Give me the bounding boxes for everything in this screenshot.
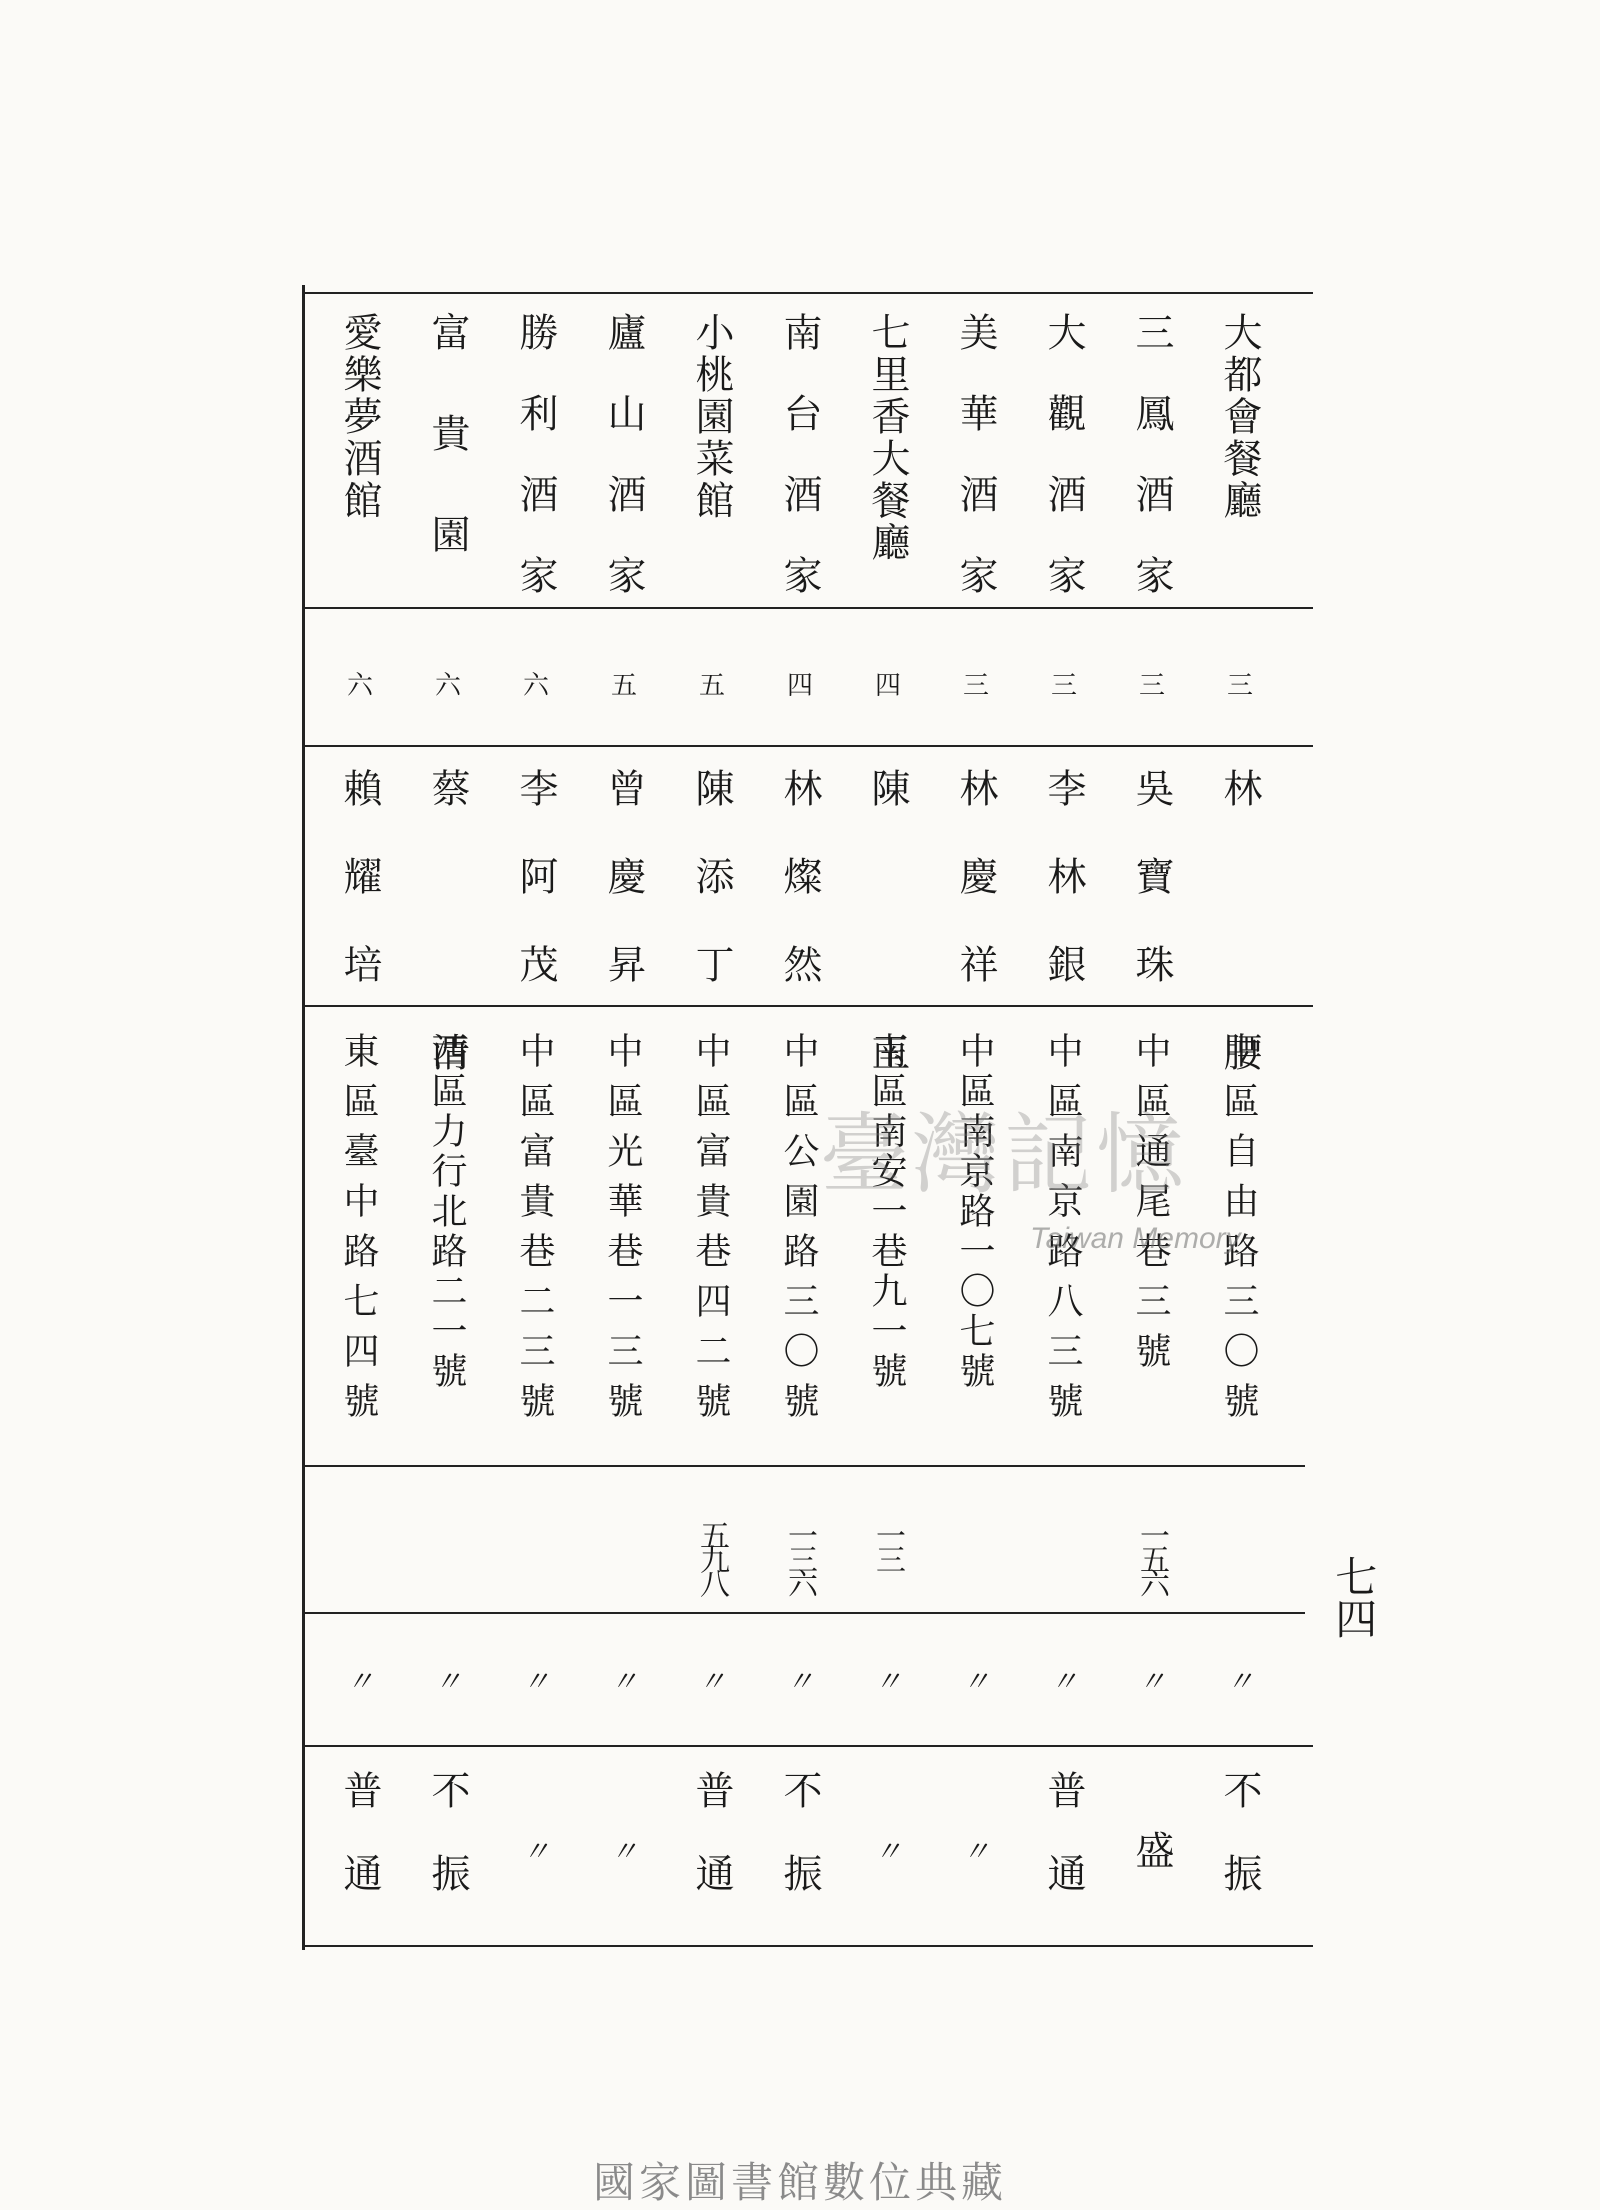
owner-name: 曾慶昇: [601, 768, 646, 1032]
shop-name: 廬山酒家: [601, 312, 646, 636]
business-condition: 普通: [689, 1770, 734, 1936]
footer-text: 國家圖書館數位典藏: [592, 2158, 1007, 2207]
table-count: 三: [1050, 671, 1077, 701]
shop-name: 勝利酒家: [513, 312, 558, 636]
shop-address: 中區通尾巷三號: [1130, 1032, 1171, 1382]
ditto-mark: 〃: [433, 1665, 462, 1698]
ditto-mark: 〃: [521, 1665, 550, 1698]
business-condition: 不振: [425, 1770, 470, 1936]
table-count: 六: [522, 671, 549, 701]
table-count: 六: [434, 671, 461, 701]
ditto-mark: 〃: [961, 1665, 990, 1698]
capital-amount: 一三: [870, 1520, 905, 1568]
rule-line: [305, 745, 1313, 747]
table-count: 四: [786, 671, 813, 701]
owner-name: 賴耀培: [337, 768, 382, 1032]
ditto-mark: 〃: [345, 1665, 374, 1698]
table-count: 三: [1138, 671, 1165, 701]
business-condition: 盛: [1129, 1830, 1174, 1869]
shop-name: 富貴園: [425, 312, 470, 615]
table-left-border: [302, 285, 305, 1950]
business-condition: 〃: [873, 1835, 902, 1868]
shop-address: 西區力行北路二一號: [426, 1032, 467, 1392]
shop-address: 南區南安一巷九一號: [866, 1032, 907, 1392]
capital-amount: 一五六: [1134, 1520, 1169, 1592]
shop-name: 小桃園菜館: [689, 312, 734, 522]
business-condition: 不振: [1217, 1770, 1262, 1936]
owner-name: 林燦然: [777, 768, 822, 1032]
shop-name: 大都會餐廳: [1217, 312, 1262, 522]
ditto-mark: 〃: [1137, 1665, 1166, 1698]
watermark-logo: 臺灣記憶: [820, 1103, 1189, 1206]
ditto-mark: 〃: [1225, 1665, 1254, 1698]
business-condition: 普通: [337, 1770, 382, 1936]
business-condition: 〃: [609, 1835, 638, 1868]
owner-name: 吳寶珠: [1129, 768, 1174, 1032]
table-count: 六: [346, 671, 373, 701]
rule-line: [305, 1945, 1313, 1947]
table-count: 三: [962, 671, 989, 701]
rule-line: [305, 1745, 1313, 1747]
table-count: 五: [610, 671, 637, 701]
shop-name: 南台酒家: [777, 312, 822, 636]
owner-name: 陳添丁: [689, 768, 734, 1032]
shop-address: 中區南京路八三號: [1042, 1032, 1083, 1432]
shop-address: 中區自由路三〇號: [1218, 1032, 1259, 1432]
shop-name: 大觀酒家: [1041, 312, 1086, 636]
owner-name: 林慶祥: [953, 768, 998, 1032]
ditto-mark: 〃: [697, 1665, 726, 1698]
capital-amount: 五九八: [694, 1520, 729, 1592]
owner-name: 蔡 清: [425, 768, 470, 1120]
table-count: 三: [1226, 671, 1253, 701]
shop-address: 中區富貴巷二三號: [514, 1032, 555, 1432]
table-count: 四: [874, 671, 901, 701]
rule-line: [305, 1612, 1305, 1614]
ditto-mark: 〃: [785, 1665, 814, 1698]
shop-name: 七里香大餐廳: [865, 312, 910, 564]
ditto-mark: 〃: [873, 1665, 902, 1698]
owner-name: 陳 玉: [865, 768, 910, 1120]
shop-address: 中區富貴巷四二號: [690, 1032, 731, 1432]
shop-address: 東區臺中路七四號: [338, 1032, 379, 1432]
shop-name: 美華酒家: [953, 312, 998, 636]
business-condition: 〃: [521, 1835, 550, 1868]
shop-address: 中區光華巷一三號: [602, 1032, 643, 1432]
business-condition: 不振: [777, 1770, 822, 1936]
business-condition: 普通: [1041, 1770, 1086, 1936]
owner-name: 林 腰: [1217, 768, 1262, 1120]
business-condition: 〃: [961, 1835, 990, 1868]
shop-address: 中區南京路一〇七號: [954, 1032, 995, 1392]
rule-line: [305, 292, 1313, 294]
page-number: 七四: [1329, 1555, 1379, 1639]
ditto-mark: 〃: [609, 1665, 638, 1698]
ditto-mark: 〃: [1049, 1665, 1078, 1698]
watermark-subtitle: Taiwan Memory: [1030, 1222, 1241, 1255]
shop-name: 愛樂夢酒館: [337, 312, 382, 522]
shop-name: 三鳳酒家: [1129, 312, 1174, 636]
shop-address: 中區公園路三〇號: [778, 1032, 819, 1432]
rule-line: [305, 1465, 1305, 1467]
owner-name: 李阿茂: [513, 768, 558, 1032]
owner-name: 李林銀: [1041, 768, 1086, 1032]
capital-amount: 一三六: [782, 1520, 817, 1592]
table-count: 五: [698, 671, 725, 701]
